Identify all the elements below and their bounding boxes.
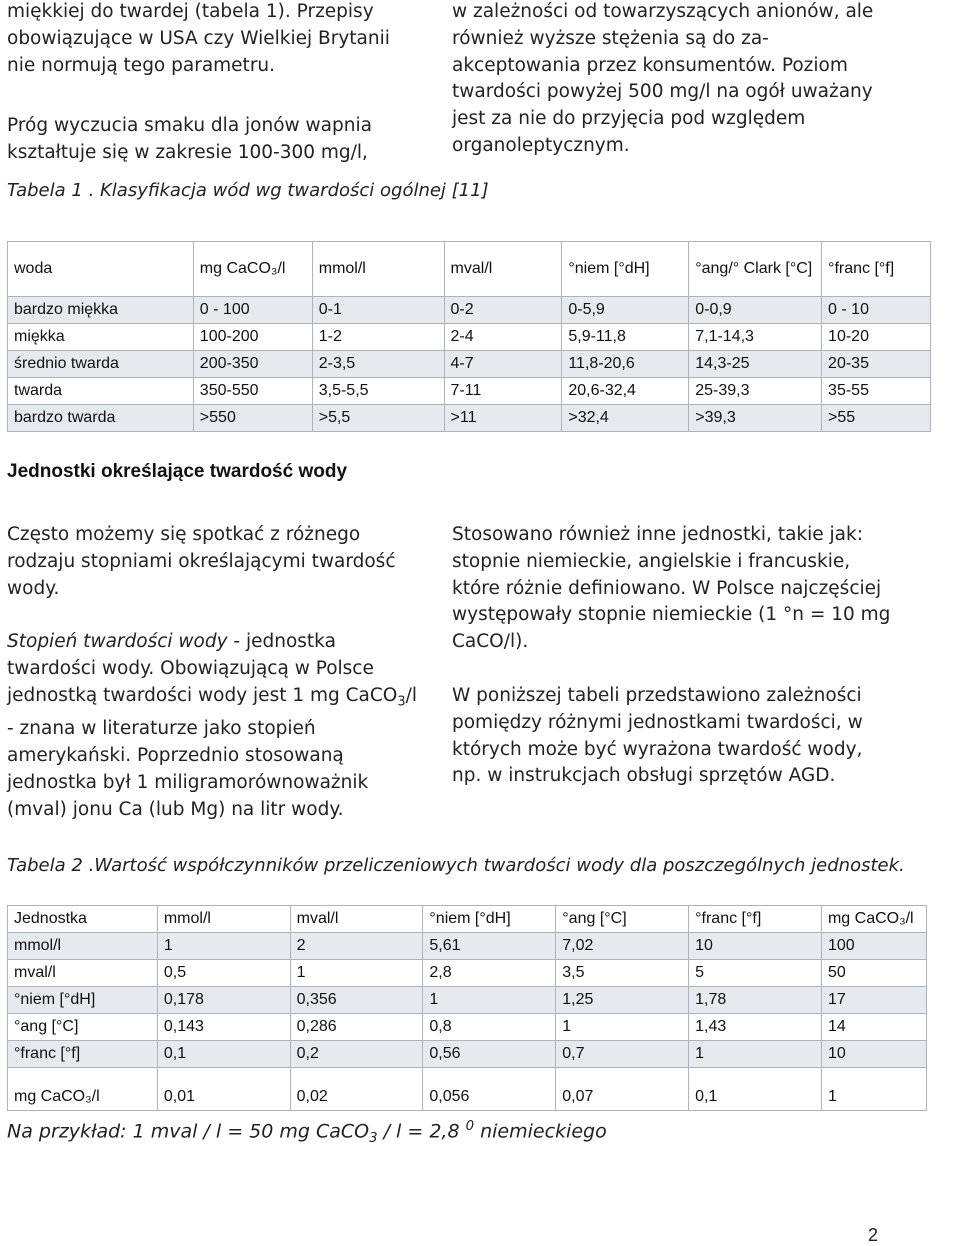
- spacer-cell: [8, 1068, 158, 1085]
- table-row: [8, 351, 931, 378]
- table-cell: 14,3-25: [689, 351, 822, 378]
- spacer-cell: [157, 1068, 290, 1085]
- table-row: [8, 297, 931, 324]
- table-cell: 0,178: [157, 987, 290, 1014]
- table-cell: 11,8-20,6: [562, 351, 689, 378]
- table-cell: 1,25: [556, 987, 689, 1014]
- paragraph: [7, 629, 417, 823]
- table-row: [8, 405, 931, 432]
- table-row: [8, 324, 931, 351]
- spacer-cell: [556, 1068, 689, 1085]
- table-cell: 0-5,9: [562, 297, 689, 324]
- table-cell: 2-4: [444, 324, 562, 351]
- table-cell: 7,02: [556, 933, 689, 960]
- table-cell: 10-20: [822, 324, 931, 351]
- mid-left-column: [7, 522, 417, 824]
- table-cell: mval/l: [8, 960, 158, 987]
- table-cell: 1: [821, 1084, 926, 1111]
- paragraph: Stosowano również inne jednostki, takie jak: stopnie niemieckie, angielskie i francuskie, które różnie definiowano. W Polsce najczęściej występowały stopnie niemieckie (1 °n = 10 mg CaCO/l).: [452, 524, 891, 653]
- subscript: 3: [397, 694, 406, 710]
- text-span: / l = 2,8: [377, 1120, 466, 1143]
- table-cell: 1: [290, 960, 423, 987]
- table-cell: mmol/l: [8, 933, 158, 960]
- table-cell: 10: [689, 933, 822, 960]
- table-cell: 1: [689, 1041, 822, 1068]
- table-spacer-row: [8, 1068, 927, 1085]
- top-left-column: [7, 0, 402, 167]
- table-cell: >32,4: [562, 405, 689, 432]
- table-row: [8, 1084, 927, 1111]
- text-span: - jednostka twardości wody. Obowiązującą w Polsce jednostką twardości wody jest 1 mg: [7, 631, 374, 706]
- table-cell: 0,1: [157, 1041, 290, 1068]
- table-cell: 5: [689, 960, 822, 987]
- table-cell: >550: [193, 405, 312, 432]
- table-header-cell: mval/l: [290, 906, 423, 933]
- table-header-cell: woda: [8, 242, 194, 297]
- table-cell: 0,01: [157, 1084, 290, 1111]
- paragraph: Próg wyczucia smaku dla jonów wapnia kształtuje się w zakresie 100-300 mg/l,: [7, 115, 372, 164]
- top-right-column: [452, 0, 882, 160]
- table-cell: 0,143: [157, 1014, 290, 1041]
- hardness-classification-table: [7, 241, 931, 432]
- table-cell: °niem [°dH]: [8, 987, 158, 1014]
- table-cell: 0,7: [556, 1041, 689, 1068]
- table-header-cell: mval/l: [444, 242, 562, 297]
- table-cell: 0-0,9: [689, 297, 822, 324]
- table-header-cell: °niem [°dH]: [562, 242, 689, 297]
- table-cell: mg CaCO₃/l: [8, 1084, 158, 1111]
- table-header-cell: mg CaCO₃/l: [193, 242, 312, 297]
- table-cell: 17: [821, 987, 926, 1014]
- table-cell: 50: [821, 960, 926, 987]
- table-cell: >11: [444, 405, 562, 432]
- table-cell: 2: [290, 933, 423, 960]
- text-span: CaCO: [345, 684, 398, 706]
- table-cell: twarda: [8, 378, 194, 405]
- table-cell: 0 - 10: [822, 297, 931, 324]
- table-cell: 0,286: [290, 1014, 423, 1041]
- table-cell: 1,43: [689, 1014, 822, 1041]
- table-row: [8, 1041, 927, 1068]
- table-cell: 1,78: [689, 987, 822, 1014]
- table-cell: 1: [157, 933, 290, 960]
- paragraph: Często możemy się spotkać z różnego rodzaju stopniami określającymi twardość wody.: [7, 524, 396, 599]
- table-row: [8, 960, 927, 987]
- table-header-cell: °franc [°f]: [689, 906, 822, 933]
- text-span: Na przykład: 1 mval / l = 50 mg CaCO: [7, 1120, 370, 1143]
- spacer-cell: [821, 1068, 926, 1085]
- table-header-cell: Jednostka: [8, 906, 158, 933]
- spacer-cell: [689, 1068, 822, 1085]
- table-cell: 0,356: [290, 987, 423, 1014]
- italic-term: Stopień twardości wody: [7, 631, 228, 653]
- table-cell: bardzo miękka: [8, 297, 194, 324]
- table-cell: >39,3: [689, 405, 822, 432]
- table-cell: średnio twarda: [8, 351, 194, 378]
- text-span: /l - znana w literaturze jako stopień amerykański. Poprzednio stosowaną jednostka był 1 miligramorównoważnik (mval) jonu Ca (lub Mg) na litr wody.: [7, 684, 417, 820]
- table-cell: 4-7: [444, 351, 562, 378]
- table-header-cell: °ang [°C]: [556, 906, 689, 933]
- table-header-cell: mmol/l: [312, 242, 444, 297]
- section-heading: Jednostki określające twardość wody: [7, 461, 348, 482]
- table2-caption: Tabela 2 .Wartość współczynników przeliczeniowych twardości wody dla poszczególnych jednostek.: [7, 855, 905, 876]
- table-cell: 3,5: [556, 960, 689, 987]
- table-cell: 3,5-5,5: [312, 378, 444, 405]
- text-span: niemieckiego: [474, 1120, 607, 1143]
- table-cell: miękka: [8, 324, 194, 351]
- spacer-cell: [290, 1068, 423, 1085]
- table-cell: 25-39,3: [689, 378, 822, 405]
- table-cell: 0-2: [444, 297, 562, 324]
- table-header-cell: °franc [°f]: [822, 242, 931, 297]
- superscript: 0: [465, 1119, 475, 1134]
- paragraph: W poniższej tabeli przedstawiono zależności pomiędzy różnymi jednostkami twardości, w których może być wyrażona twardość wody, np. w instrukcjach obsługi sprzętów AGD.: [452, 684, 863, 787]
- table-row: [8, 1014, 927, 1041]
- table-cell: >55: [822, 405, 931, 432]
- spacer-cell: [423, 1068, 556, 1085]
- table-cell: 0,056: [423, 1084, 556, 1111]
- table-cell: 2,8: [423, 960, 556, 987]
- table-header-cell: mmol/l: [157, 906, 290, 933]
- table-cell: 0,07: [556, 1084, 689, 1111]
- table-row: [8, 933, 927, 960]
- table-cell: 1: [423, 987, 556, 1014]
- table-row: [8, 987, 927, 1014]
- table-cell: 0,5: [157, 960, 290, 987]
- table-cell: 100: [821, 933, 926, 960]
- paragraph: w zależności od towarzyszących anionów, ale również wyższe stężenia są do za- akceptowania przez konsumentów. Poziom twardości powyżej 500 mg/l na ogół uważany jest za nie do przyjęcia pod względem organoleptycznym.: [452, 1, 874, 156]
- table-cell: 1-2: [312, 324, 444, 351]
- table-cell: 100-200: [193, 324, 312, 351]
- table-header-cell: °ang/° Clark [°C]: [689, 242, 822, 297]
- table-cell: 0,8: [423, 1014, 556, 1041]
- table-header-row: [8, 906, 927, 933]
- table-cell: 14: [821, 1014, 926, 1041]
- example-formula: [7, 1119, 607, 1146]
- table-cell: °franc [°f]: [8, 1041, 158, 1068]
- table-cell: 2-3,5: [312, 351, 444, 378]
- table-cell: 1: [556, 1014, 689, 1041]
- table-row: [8, 378, 931, 405]
- table-cell: 5,61: [423, 933, 556, 960]
- table-cell: °ang [°C]: [8, 1014, 158, 1041]
- table-header-cell: °niem [°dH]: [423, 906, 556, 933]
- table-cell: 0,2: [290, 1041, 423, 1068]
- table-cell: 7,1-14,3: [689, 324, 822, 351]
- paragraph: miękkiej do twardej (tabela 1). Przepisy obowiązujące w USA czy Wielkiej Brytanii nie normują tego parametru.: [7, 1, 390, 76]
- table-cell: 5,9-11,8: [562, 324, 689, 351]
- mid-right-column: [452, 522, 892, 790]
- table-cell: 0,56: [423, 1041, 556, 1068]
- table-header-cell: mg CaCO₃/l: [821, 906, 926, 933]
- table-cell: 20,6-32,4: [562, 378, 689, 405]
- page-number: 2: [868, 1225, 879, 1245]
- table-cell: 0 - 100: [193, 297, 312, 324]
- table-cell: 0-1: [312, 297, 444, 324]
- table-cell: 0,02: [290, 1084, 423, 1111]
- table1-caption: Tabela 1 . Klasyfikacja wód wg twardości ogólnej [11]: [7, 180, 489, 201]
- table-cell: 35-55: [822, 378, 931, 405]
- subscript: 3: [369, 1131, 378, 1147]
- table-cell: 200-350: [193, 351, 312, 378]
- table-cell: 350-550: [193, 378, 312, 405]
- table-header-row: [8, 242, 931, 297]
- table-cell: >5,5: [312, 405, 444, 432]
- table-cell: 7-11: [444, 378, 562, 405]
- table-cell: 20-35: [822, 351, 931, 378]
- table-cell: 10: [821, 1041, 926, 1068]
- table-cell: bardzo twarda: [8, 405, 194, 432]
- table-cell: 0,1: [689, 1084, 822, 1111]
- conversion-factors-table: [7, 905, 927, 1111]
